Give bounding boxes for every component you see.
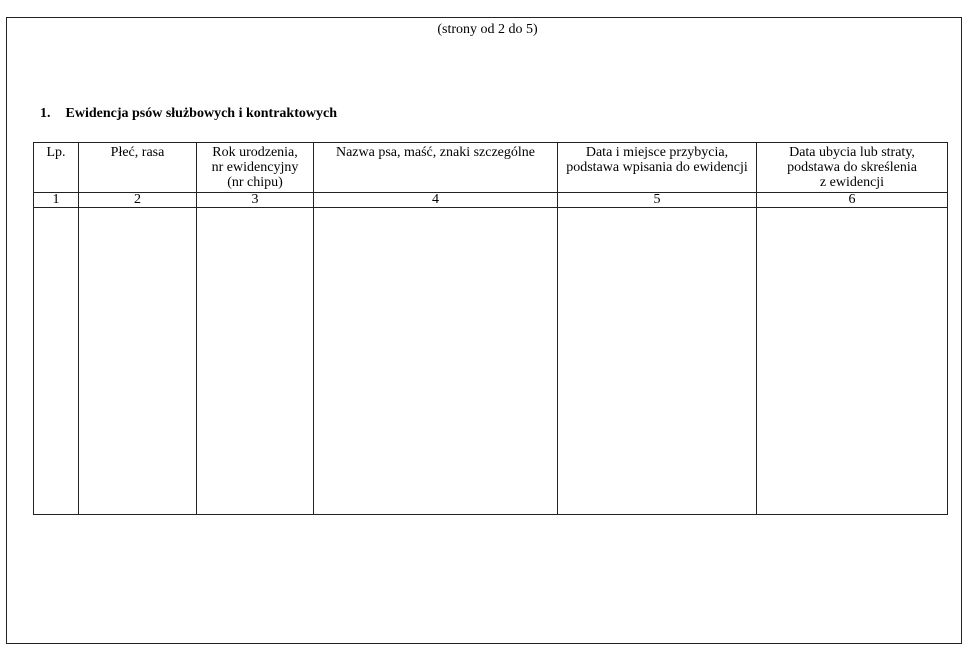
header-row	[34, 143, 948, 193]
empty-cell	[558, 208, 757, 515]
header-line: (nr chipu)	[227, 175, 283, 190]
pages-note: (strony od 2 do 5)	[437, 22, 538, 37]
empty-cell	[314, 208, 558, 515]
header-line: Lp.	[46, 145, 66, 160]
section-title: Ewidencja psów służbowych i kontraktowych	[65, 106, 337, 121]
column-number-row	[34, 193, 948, 208]
header-line: Data i miejsce przybycia,	[585, 145, 729, 160]
header-line: podstawa wpisania do ewidencji	[566, 160, 748, 175]
header-line: Nazwa psa, maść, znaki szczególne	[335, 145, 535, 160]
header-cell-removal	[757, 143, 948, 193]
empty-cell	[757, 208, 948, 515]
header-line: Data ubycia lub straty,	[789, 145, 915, 160]
header-cell-lp	[34, 143, 79, 193]
dog-register-table	[33, 142, 948, 515]
header-line: podstawa do skreślenia	[787, 160, 917, 175]
column-number: 1	[34, 193, 79, 208]
column-number: 4	[314, 193, 558, 208]
header-line: Rok urodzenia,	[212, 145, 298, 160]
column-number: 2	[79, 193, 197, 208]
header-line: z ewidencji	[819, 175, 885, 190]
header-cell-sex-breed	[79, 143, 197, 193]
header-line: nr ewidencyjny	[211, 160, 299, 175]
section-heading	[40, 106, 337, 122]
empty-entry-row	[34, 208, 948, 515]
section-number: 1.	[40, 106, 51, 121]
empty-cell	[79, 208, 197, 515]
header-cell-arrival	[558, 143, 757, 193]
column-number: 5	[558, 193, 757, 208]
header-line: Płeć, rasa	[110, 145, 165, 160]
header-cell-dog-name	[314, 143, 558, 193]
empty-cell	[197, 208, 314, 515]
column-number: 6	[757, 193, 948, 208]
empty-cell	[34, 208, 79, 515]
header-cell-birth-year	[197, 143, 314, 193]
column-number: 3	[197, 193, 314, 208]
